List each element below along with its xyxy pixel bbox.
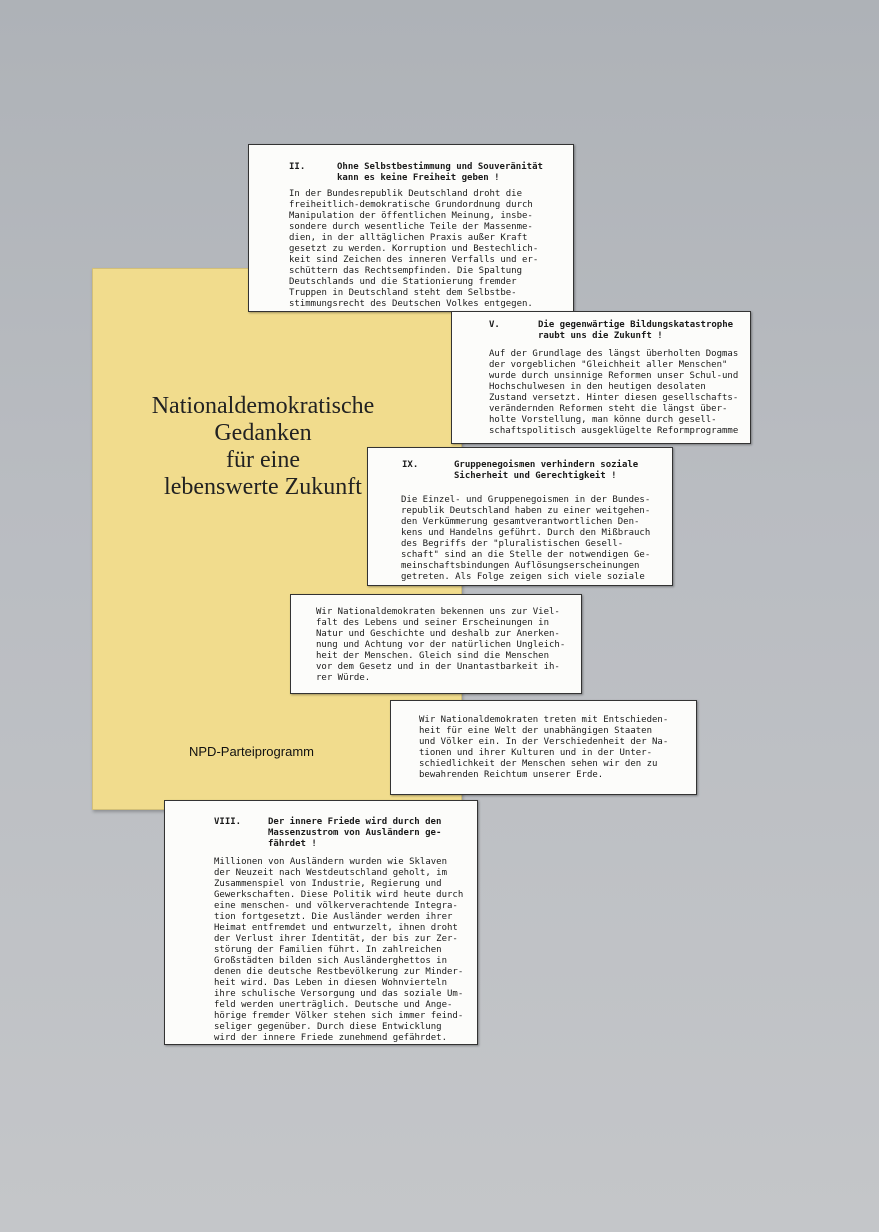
body-line: heit der Menschen. Gleich sind die Menschen	[316, 651, 549, 661]
heading-line: raubt uns die Zukunft !	[538, 331, 663, 341]
body-line: störung der Familien führt. In zahlreichen	[214, 945, 442, 955]
body-line: hörige fremder Völker stehen sich immer feind-	[214, 1011, 464, 1021]
body-line: schiedlichkeit der Menschen sehen wir den zu	[419, 759, 658, 769]
body-line: Gewerkschaften. Diese Politik wird heute durch	[214, 890, 464, 900]
section-heading	[268, 817, 441, 850]
body-line: denen die deutsche Restbevölkerung zur Minder-	[214, 967, 464, 977]
heading-line: Die gegenwärtige Bildungskatastrophe	[538, 320, 734, 330]
section-body	[316, 607, 565, 684]
section-body	[214, 857, 463, 1044]
cover-title-line: Nationaldemokratische	[151, 393, 375, 419]
body-line: Truppen in Deutschland steht dem Selbstbe-	[289, 288, 517, 298]
body-line: Auf der Grundlage des längst überholten Dogmas	[489, 349, 739, 359]
cover-program-label: NPD-Parteiprogramm	[189, 744, 314, 759]
body-line: Zustand versetzt. Hinter diesen gesellschafts-	[489, 393, 739, 403]
card-section-9	[367, 447, 673, 586]
section-number: VIII.	[214, 817, 242, 827]
body-line: feld werden unerträglich. Deutsche und Ange-	[214, 1000, 453, 1010]
body-line: tionen und ihrer Kulturen und in der Unter-	[419, 748, 652, 758]
section-number: IX.	[402, 460, 419, 470]
body-line: Deutschlands und die Stationierung fremder	[289, 277, 517, 287]
cover-title-line: für eine	[226, 447, 300, 473]
card-section-2	[248, 144, 574, 312]
body-line: nung und Achtung vor der natürlichen Ungleich-	[316, 640, 566, 650]
body-line: verändernden Reformen steht die längst über-	[489, 404, 728, 414]
card-section-5	[451, 311, 751, 444]
body-line: des Begriffs der "pluralistischen Gesell-	[401, 539, 624, 549]
body-line: Die Einzel- und Gruppenegoismen in der Bundes-	[401, 495, 651, 505]
body-line: schüttern das Rechtsempfinden. Die Spaltung	[289, 266, 522, 276]
body-line: dien, in der alltäglichen Praxis außer Kraft	[289, 233, 528, 243]
heading-line: Massenzustrom von Ausländern ge-	[268, 828, 442, 838]
card-independence	[390, 700, 697, 795]
body-line: gesetzt zu werden. Korruption und Bestechlich-	[289, 244, 539, 254]
body-line: rer Würde.	[316, 673, 371, 683]
body-line: der vorgeblichen "Gleichheit aller Menschen"	[489, 360, 728, 370]
section-body	[289, 189, 538, 310]
body-line: heit wird. Das Leben in diesen Wohnvierteln	[214, 978, 447, 988]
body-line: bewahrenden Reichtum unserer Erde.	[419, 770, 604, 780]
body-line: Heimat entfremdet und entwurzelt, ihnen droht	[214, 923, 458, 933]
body-line: Millionen von Ausländern wurden wie Sklaven	[214, 857, 447, 867]
body-line: stimmungsrecht des Deutschen Volkes entgegen.	[289, 299, 533, 309]
section-heading	[454, 460, 638, 482]
cover-title-line: lebenswerte Zukunft	[164, 474, 362, 500]
body-line: Wir Nationaldemokraten bekennen uns zur Viel-	[316, 607, 560, 617]
section-heading	[337, 162, 543, 184]
body-line: Großstädten bilden sich Ausländerghettos in	[214, 956, 447, 966]
body-line: wird der innere Friede zunehmend gefährdet.	[214, 1033, 447, 1043]
body-line: eine menschen- und völkerverachtende Integra-	[214, 901, 458, 911]
body-line: der Verlust ihrer Identität, der bis zur Zer-	[214, 934, 458, 944]
body-line: schaft" sind an die Stelle der notwendigen Ge-	[401, 550, 651, 560]
body-line: und Völker ein. In der Verschiedenheit der Na-	[419, 737, 669, 747]
body-line: getreten. Als Folge zeigen sich viele soziale	[401, 572, 645, 582]
body-line: Natur und Geschichte und deshalb zur Anerken-	[316, 629, 560, 639]
body-line: keit sind Zeichen des inneren Verfalls und er-	[289, 255, 539, 265]
body-line: meinschaftsbindungen Auflösungserscheinungen	[401, 561, 640, 571]
body-line: vor dem Gesetz und in der Unantastbarkeit ih-	[316, 662, 560, 672]
heading-line: fährdet !	[268, 839, 317, 849]
body-line: In der Bundesrepublik Deutschland droht die	[289, 189, 522, 199]
body-line: kens und Handelns geführt. Durch den Mißbrauch	[401, 528, 651, 538]
body-line: sondere durch wesentliche Teile der Massenme-	[289, 222, 533, 232]
heading-line: Ohne Selbstbestimmung und Souveränität	[337, 162, 543, 172]
heading-line: Sicherheit und Gerechtigkeit !	[454, 471, 617, 481]
section-number: II.	[289, 162, 306, 172]
card-diversity	[290, 594, 582, 694]
heading-line: kann es keine Freiheit geben !	[337, 173, 500, 183]
card-section-8	[164, 800, 478, 1045]
body-line: Manipulation der öffentlichen Meinung, insbe-	[289, 211, 533, 221]
section-body	[489, 349, 738, 437]
section-heading	[538, 320, 733, 342]
body-line: wurde durch unsinnige Reformen unser Schul-und	[489, 371, 739, 381]
body-line: heit für eine Welt der unabhängigen Staaten	[419, 726, 652, 736]
body-line: seliger gegenüber. Durch diese Entwicklung	[214, 1022, 442, 1032]
body-line: republik Deutschland haben zu einer weitgehen-	[401, 506, 651, 516]
body-line: falt des Lebens und seiner Erscheinungen in	[316, 618, 549, 628]
body-line: Hochschulwesen in den heutigen desolaten	[489, 382, 706, 392]
body-line: freiheitlich-demokratische Grundordnung durch	[289, 200, 533, 210]
body-line: Wir Nationaldemokraten treten mit Entschieden-	[419, 715, 669, 725]
body-line: der Neuzeit nach Westdeutschland geholt, im	[214, 868, 447, 878]
section-body	[419, 715, 668, 781]
body-line: Zusammenspiel von Industrie, Regierung und	[214, 879, 442, 889]
section-body	[401, 495, 650, 583]
heading-line: Gruppenegoismen verhindern soziale	[454, 460, 639, 470]
cover-title-line: Gedanken	[214, 420, 312, 446]
body-line: ihre schulische Versorgung und das soziale Um-	[214, 989, 464, 999]
body-line: schaftspolitisch ausgeklügelte Reformprogramme	[489, 426, 739, 436]
heading-line: Der innere Friede wird durch den	[268, 817, 442, 827]
section-number: V.	[489, 320, 500, 330]
body-line: tion fortgesetzt. Die Ausländer werden ihrer	[214, 912, 453, 922]
body-line: holte Vorstellung, man könne durch gesell-	[489, 415, 717, 425]
body-line: den Verkümmerung gesamtverantwortlichen Den-	[401, 517, 640, 527]
